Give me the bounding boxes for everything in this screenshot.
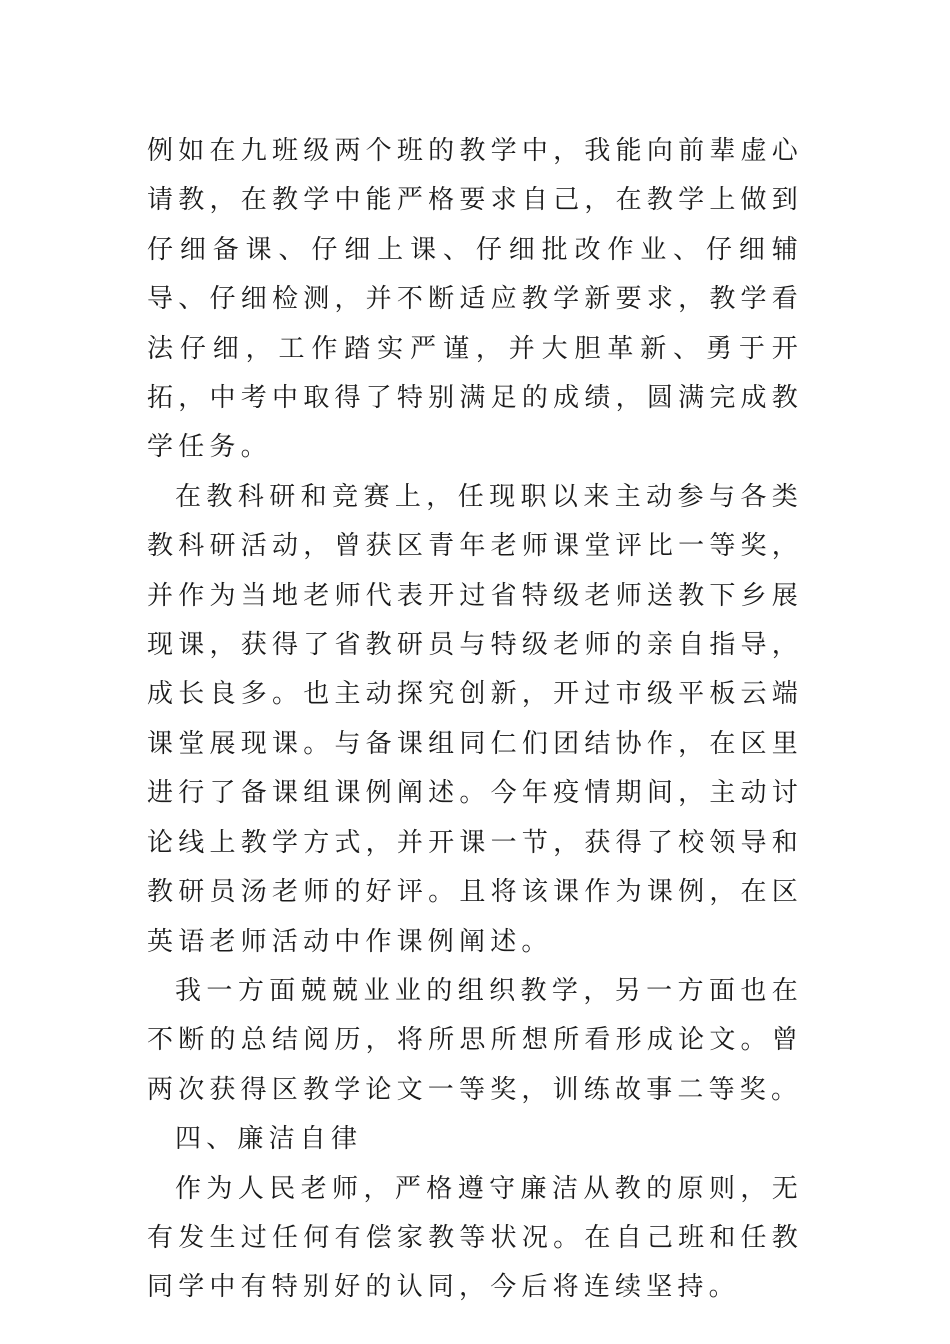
- document-body: [147, 127, 803, 1313]
- paragraph-research: 在教科研和竞赛上，任现职以来主动参与各类教科研活动，曾获区青年老师课堂评比一等奖，并作为当地老师代表开过省特级老师送教下乡展现课，获得了省教研员与特级老师的亲自指导，成长良多。也主动探究创新，开过市级平板云端课堂展现课。与备课组同仁们团结协作，在区里进行了备课组课例阐述。今年疫情期间，主动讨论线上教学方式，并开课一节，获得了校领导和教研员汤老师的好评。且将该课作为课例，在区英语老师活动中作课例阐述。: [147, 481, 803, 957]
- paragraph-integrity: 作为人民老师，严格遵守廉洁从教的原则，无有发生过任何有偿家教等状况。在自己班和任教同学中有特别好的认同，今后将连续坚持。: [147, 1173, 803, 1303]
- paragraph-teaching: 例如在九班级两个班的教学中，我能向前辈虚心请教，在教学中能严格要求自己，在教学上做到仔细备课、仔细上课、仔细批改作业、仔细辅导、仔细检测，并不断适应教学新要求，教学看法仔细，工作踏实严谨，并大胆革新、勇于开拓，中考中取得了特别满足的成绩，圆满完成教学任务。: [147, 136, 803, 463]
- section-heading-integrity: 四、廉洁自律: [175, 1124, 363, 1155]
- paragraph-papers: 我一方面兢兢业业的组织教学，另一方面也在不断的总结阅历，将所思所想所看形成论文。曾两次获得区教学论文一等奖，训练故事二等奖。: [147, 975, 803, 1105]
